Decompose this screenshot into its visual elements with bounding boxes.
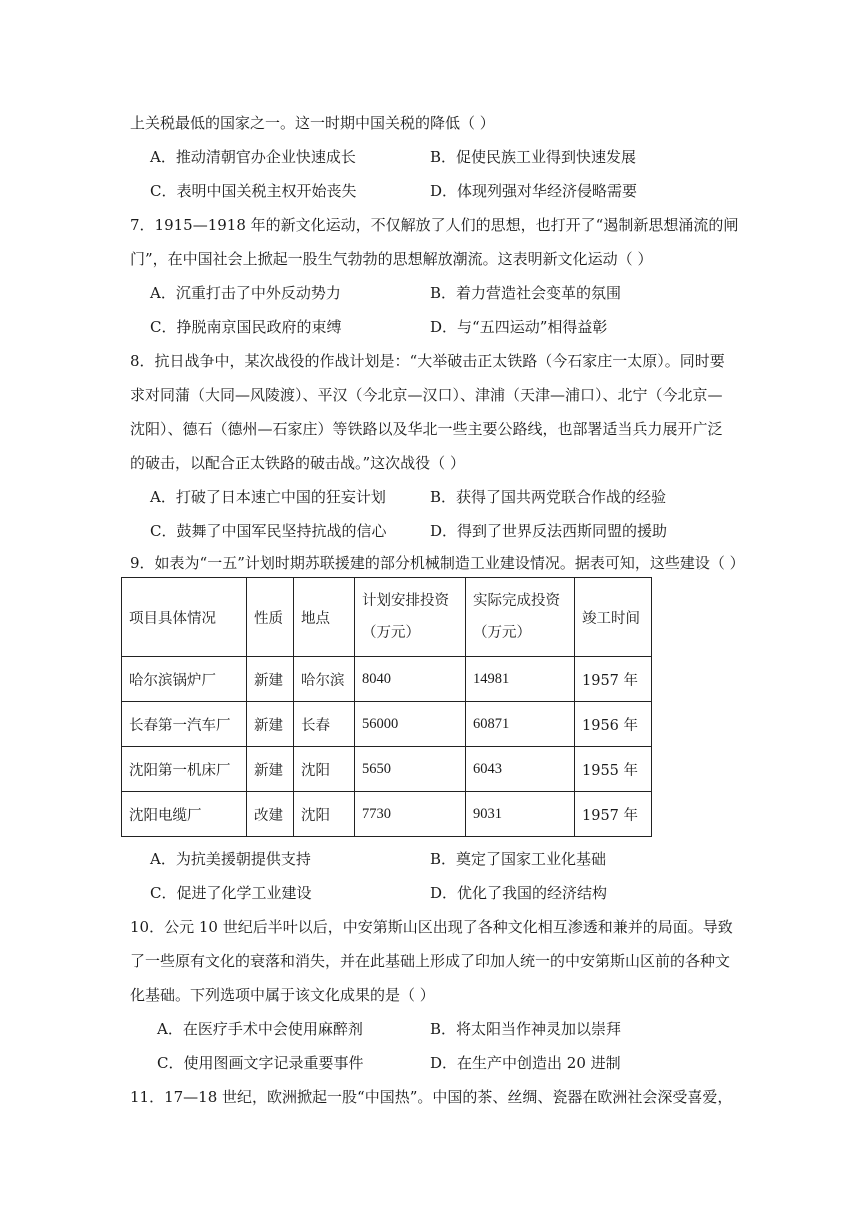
cell-actual: 60871 xyxy=(466,702,575,747)
table-row xyxy=(122,747,652,792)
q8-option-c: C．鼓舞了中国军民坚持抗战的信心 xyxy=(150,522,387,540)
q9-option-a: A．为抗美援朝提供支持 xyxy=(150,850,311,868)
q7-option-c: C．挣脱南京国民政府的束缚 xyxy=(150,318,342,336)
cell-project: 沈阳电缆厂 xyxy=(122,792,247,837)
header-completion-time: 竣工时间 xyxy=(575,578,652,657)
q7-stem-line-1: 7．1915—1918 年的新文化运动，不仅解放了人们的思想，也打开了“遏制新思想涌流的闸 xyxy=(130,216,739,234)
header-actual-unit: （万元） xyxy=(473,625,531,641)
header-project: 项目具体情况 xyxy=(122,578,247,657)
q8-stem-line-1: 8．抗日战争中，某次战役的作战计划是：“大举破击正太铁路（今石家庄一太原）。同时要 xyxy=(130,352,725,370)
q6-option-c: C．表明中国关税主权开始丧失 xyxy=(150,182,357,200)
table-row xyxy=(122,702,652,747)
cell-completion: 1956 年 xyxy=(575,702,652,747)
cell-nature: 新建 xyxy=(247,747,294,792)
q10-stem-line-3: 化基础。下列选项中属于该文化成果的是（ ） xyxy=(130,986,435,1004)
cell-project: 长春第一汽车厂 xyxy=(122,702,247,747)
header-actual-label: 实际完成投资 xyxy=(473,593,560,609)
cell-location: 哈尔滨 xyxy=(294,657,355,702)
header-planned-label: 计划安排投资 xyxy=(362,593,449,609)
cell-actual: 14981 xyxy=(466,657,575,702)
q10-stem-line-2: 了一些原有文化的衰落和消失，并在此基础上形成了印加人统一的中安第斯山区前的各种文 xyxy=(130,952,731,970)
table-row xyxy=(122,792,652,837)
q10-option-b: B．将太阳当作神灵加以崇拜 xyxy=(430,1020,622,1038)
q7-stem-line-2: 门”，在中国社会上掀起一股生气勃勃的思想解放潮流。这表明新文化运动（ ） xyxy=(130,250,653,268)
cell-completion: 1957 年 xyxy=(575,792,652,837)
header-planned-unit: （万元） xyxy=(362,625,420,641)
q10-option-c: C．使用图画文字记录重要事件 xyxy=(157,1054,364,1072)
q6-option-b: B．促使民族工业得到快速发展 xyxy=(430,148,637,166)
cell-planned: 7730 xyxy=(355,792,466,837)
table-header-row xyxy=(122,578,652,657)
cell-nature: 新建 xyxy=(247,657,294,702)
q9-option-b: B．奠定了国家工业化基础 xyxy=(430,850,607,868)
q8-option-a: A．打破了日本速亡中国的狂妄计划 xyxy=(150,488,386,506)
cell-planned: 5650 xyxy=(355,747,466,792)
cell-nature: 新建 xyxy=(247,702,294,747)
cell-nature: 改建 xyxy=(247,792,294,837)
q10-option-a: A．在医疗手术中会使用麻醉剂 xyxy=(157,1020,363,1038)
q8-stem-line-2: 求对同蒲（大同—风陵渡）、平汉（今北京—汉口）、津浦（天津—浦口）、北宁（今北京— xyxy=(130,386,723,404)
q11-stem-line-1: 11．17—18 世纪，欧洲掀起一股“中国热”。中国的茶、丝绸、瓷器在欧洲社会深受喜爱， xyxy=(130,1088,733,1106)
cell-planned: 56000 xyxy=(355,702,466,747)
q8-option-b: B．获得了国共两党联合作战的经验 xyxy=(430,488,667,506)
q8-stem-line-3: 沈阳）、德石（德州—石家庄）等铁路以及华北一些主要公路线，也部署适当兵力展开广泛 xyxy=(130,420,723,438)
question-6-stem-tail: 上关税最低的国家之一。这一时期中国关税的降低（ ） xyxy=(130,114,495,132)
header-location: 地点 xyxy=(294,578,355,657)
q7-option-b: B．着力营造社会变革的氛围 xyxy=(430,284,622,302)
cell-location: 长春 xyxy=(294,702,355,747)
q9-option-d: D．优化了我国的经济结构 xyxy=(430,884,608,902)
q9-construction-table xyxy=(121,577,652,837)
q6-option-d: D．体现列强对华经济侵略需要 xyxy=(430,182,638,200)
header-nature: 性质 xyxy=(247,578,294,657)
q7-option-a: A．沉重打击了中外反动势力 xyxy=(150,284,341,302)
q10-option-d: D．在生产中创造出 20 进制 xyxy=(430,1054,621,1072)
q6-option-a: A．推动清朝官办企业快速成长 xyxy=(150,148,356,166)
cell-completion: 1955 年 xyxy=(575,747,652,792)
header-planned-investment xyxy=(355,578,466,657)
cell-completion: 1957 年 xyxy=(575,657,652,702)
cell-location: 沈阳 xyxy=(294,792,355,837)
q7-option-d: D．与“五四运动”相得益彰 xyxy=(430,318,608,336)
cell-project: 哈尔滨锅炉厂 xyxy=(122,657,247,702)
cell-planned: 8040 xyxy=(355,657,466,702)
header-actual-investment xyxy=(466,578,575,657)
cell-actual: 6043 xyxy=(466,747,575,792)
q9-option-c: C．促进了化学工业建设 xyxy=(150,884,312,902)
cell-project: 沈阳第一机床厂 xyxy=(122,747,247,792)
q8-stem-line-4: 的破击，以配合正太铁路的破击战。”这次战役（ ） xyxy=(130,454,465,472)
q8-option-d: D．得到了世界反法西斯同盟的援助 xyxy=(430,522,668,540)
q9-stem: 9．如表为“一五”计划时期苏联援建的部分机械制造工业建设情况。据表可知，这些建设（ ） xyxy=(130,554,745,572)
cell-actual: 9031 xyxy=(466,792,575,837)
q10-stem-line-1: 10．公元 10 世纪后半叶以后，中安第斯山区出现了各种文化相互渗透和兼并的局面。导致 xyxy=(130,918,733,936)
table-row xyxy=(122,657,652,702)
cell-location: 沈阳 xyxy=(294,747,355,792)
